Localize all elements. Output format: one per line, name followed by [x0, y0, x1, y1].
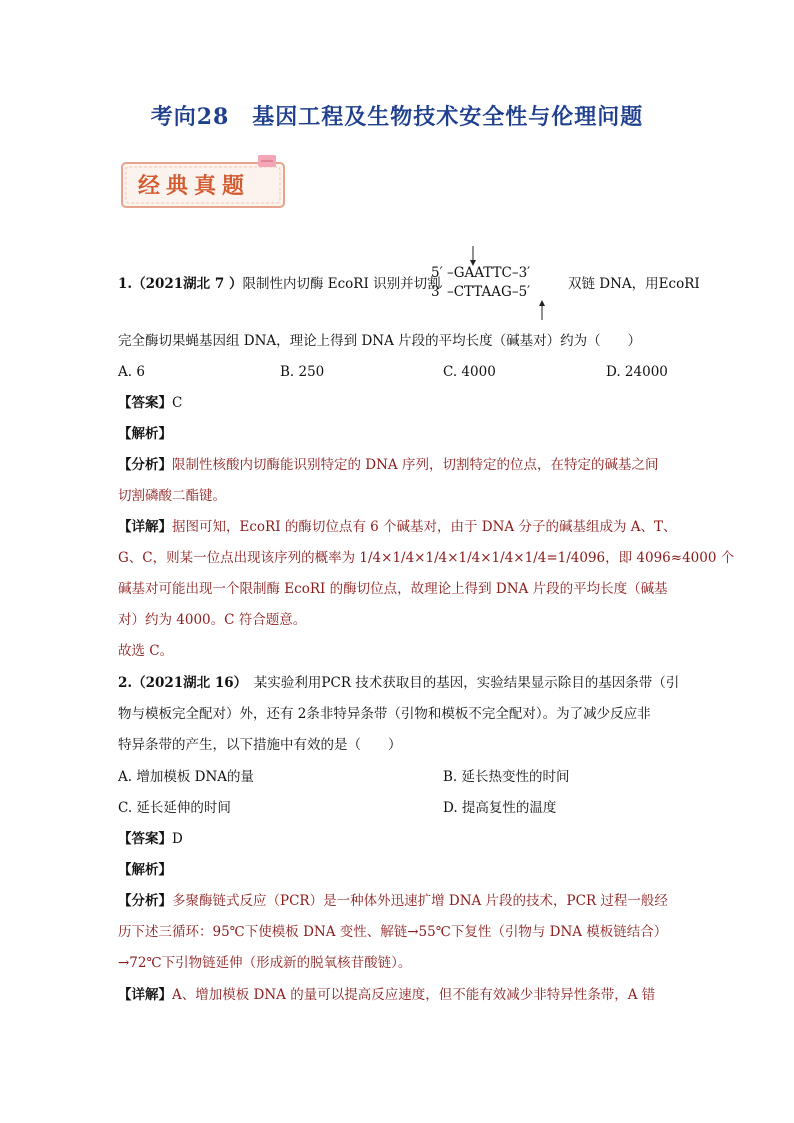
q2-option-a: A. 增加模板 DNA的量 [118, 769, 255, 785]
q2-option-c: C. 延长延伸的时间 [118, 800, 231, 816]
seq-bottom-strand: 3′ –CTTAAG–5′ [431, 284, 531, 300]
section-banner [118, 155, 288, 211]
q1-xiangjie-line-1 [118, 517, 678, 537]
q2-fenxi-line-2: 历下述三循环：95℃下使模板 DNA 变性、解链→55℃下复性（引物与 DNA 模板链结合） [118, 924, 668, 940]
banner-label: 经典真题 [138, 174, 251, 199]
q1-fenxi-text-1: 限制性核酸内切酶能识别特定的 DNA 序列，切割特定的位点，在特定的碱基之间 [172, 457, 659, 473]
q1-answer-label: 【答案】 [118, 395, 172, 411]
q1-stem-c: 完全酶切果蝇基因组 DNA，理论上得到 DNA 片段的平均长度（碱基对）约为（ ） [118, 333, 642, 349]
q1-answer-value: C [172, 395, 183, 411]
q1-prefix: 1.（2021湖北 7 ） [118, 276, 243, 292]
q2-xiangjie-label: 【详解】 [118, 987, 172, 1003]
q2-prefix: 2.（2021湖北 16） [118, 675, 241, 691]
q1-fenxi-line-2: 切割磷酸二酯键。 [118, 488, 226, 504]
q2-stem-line-1 [118, 673, 678, 693]
q2-xiangjie-text-1: A、增加模板 DNA 的量可以提高反应速度，但不能有效减少非特异性条带，A 错 [172, 987, 656, 1003]
q1-xiangjie-line-4: 对）约为 4000。C 符合题意。 [118, 612, 307, 628]
q1-fenxi-label: 【分析】 [118, 457, 172, 473]
q1-stem-a: 限制性内切酶 EcoRI 识别并切割 [242, 276, 441, 292]
q2-stem-1: 某实验利用PCR 技术获取目的基因，实验结果显示除目的基因条带（引 [240, 675, 680, 691]
q2-xiangjie-line-1 [118, 985, 678, 1005]
q1-option-b: B. 250 [280, 364, 325, 380]
q2-answer-label: 【答案】 [118, 831, 172, 847]
q1-xiangjie-label: 【详解】 [118, 519, 172, 535]
seq-top-strand: 5′ –GAATTC–3′ [431, 265, 531, 281]
q1-xiangjie-text-1: 据图可知，EcoRI 的酶切位点有 6 个碱基对，由于 DNA 分子的碱基组成为 A、T、 [172, 519, 677, 535]
q1-option-a: A. 6 [118, 364, 145, 380]
q1-answer-line [118, 393, 678, 413]
q1-stem-b: 双链 DNA，用EcoRI [568, 276, 700, 292]
q2-option-b: B. 延长热变性的时间 [443, 769, 570, 785]
q2-answer-value: D [172, 831, 183, 847]
q2-stem-line-3: 特异条带的产生，以下措施中有效的是（ ） [118, 737, 402, 753]
q1-fenxi-line-1 [118, 455, 678, 475]
q1-conclusion: 故选 C。 [118, 643, 174, 659]
q2-fenxi-line-1 [118, 891, 678, 911]
q1-option-c: C. 4000 [443, 364, 496, 380]
q2-fenxi-label: 【分析】 [118, 893, 172, 909]
q1-analysis-label: 【解析】 [118, 426, 172, 442]
q2-fenxi-text-1: 多聚酶链式反应（PCR）是一种体外迅速扩增 DNA 片段的技术，PCR 过程一般经 [172, 893, 668, 909]
page-title: 考向28 基因工程及生物技术安全性与伦理问题 [150, 104, 644, 130]
q2-stem-line-2: 物与模板完全配对）外，还有 2条非特异条带（引物和模板不完全配对）。为了减少反应非 [118, 706, 651, 722]
q2-option-d: D. 提高复性的温度 [443, 800, 557, 816]
q1-xiangjie-line-2: G、C，则某一位点出现该序列的概率为 1/4×1/4×1/4×1/4×1/4×1/4=1/4096，即 4096≈4000 个 [118, 550, 735, 566]
q2-answer-line [118, 829, 678, 849]
q2-analysis-label: 【解析】 [118, 862, 172, 878]
q1-xiangjie-line-3: 碱基对可能出现一个限制酶 EcoRI 的酶切位点，故理论上得到 DNA 片段的平均长度（碱基 [118, 581, 668, 597]
q1-option-d: D. 24000 [606, 364, 668, 380]
q2-fenxi-line-3: →72℃下引物链延伸（形成新的脱氧核苷酸链）。 [118, 955, 412, 971]
